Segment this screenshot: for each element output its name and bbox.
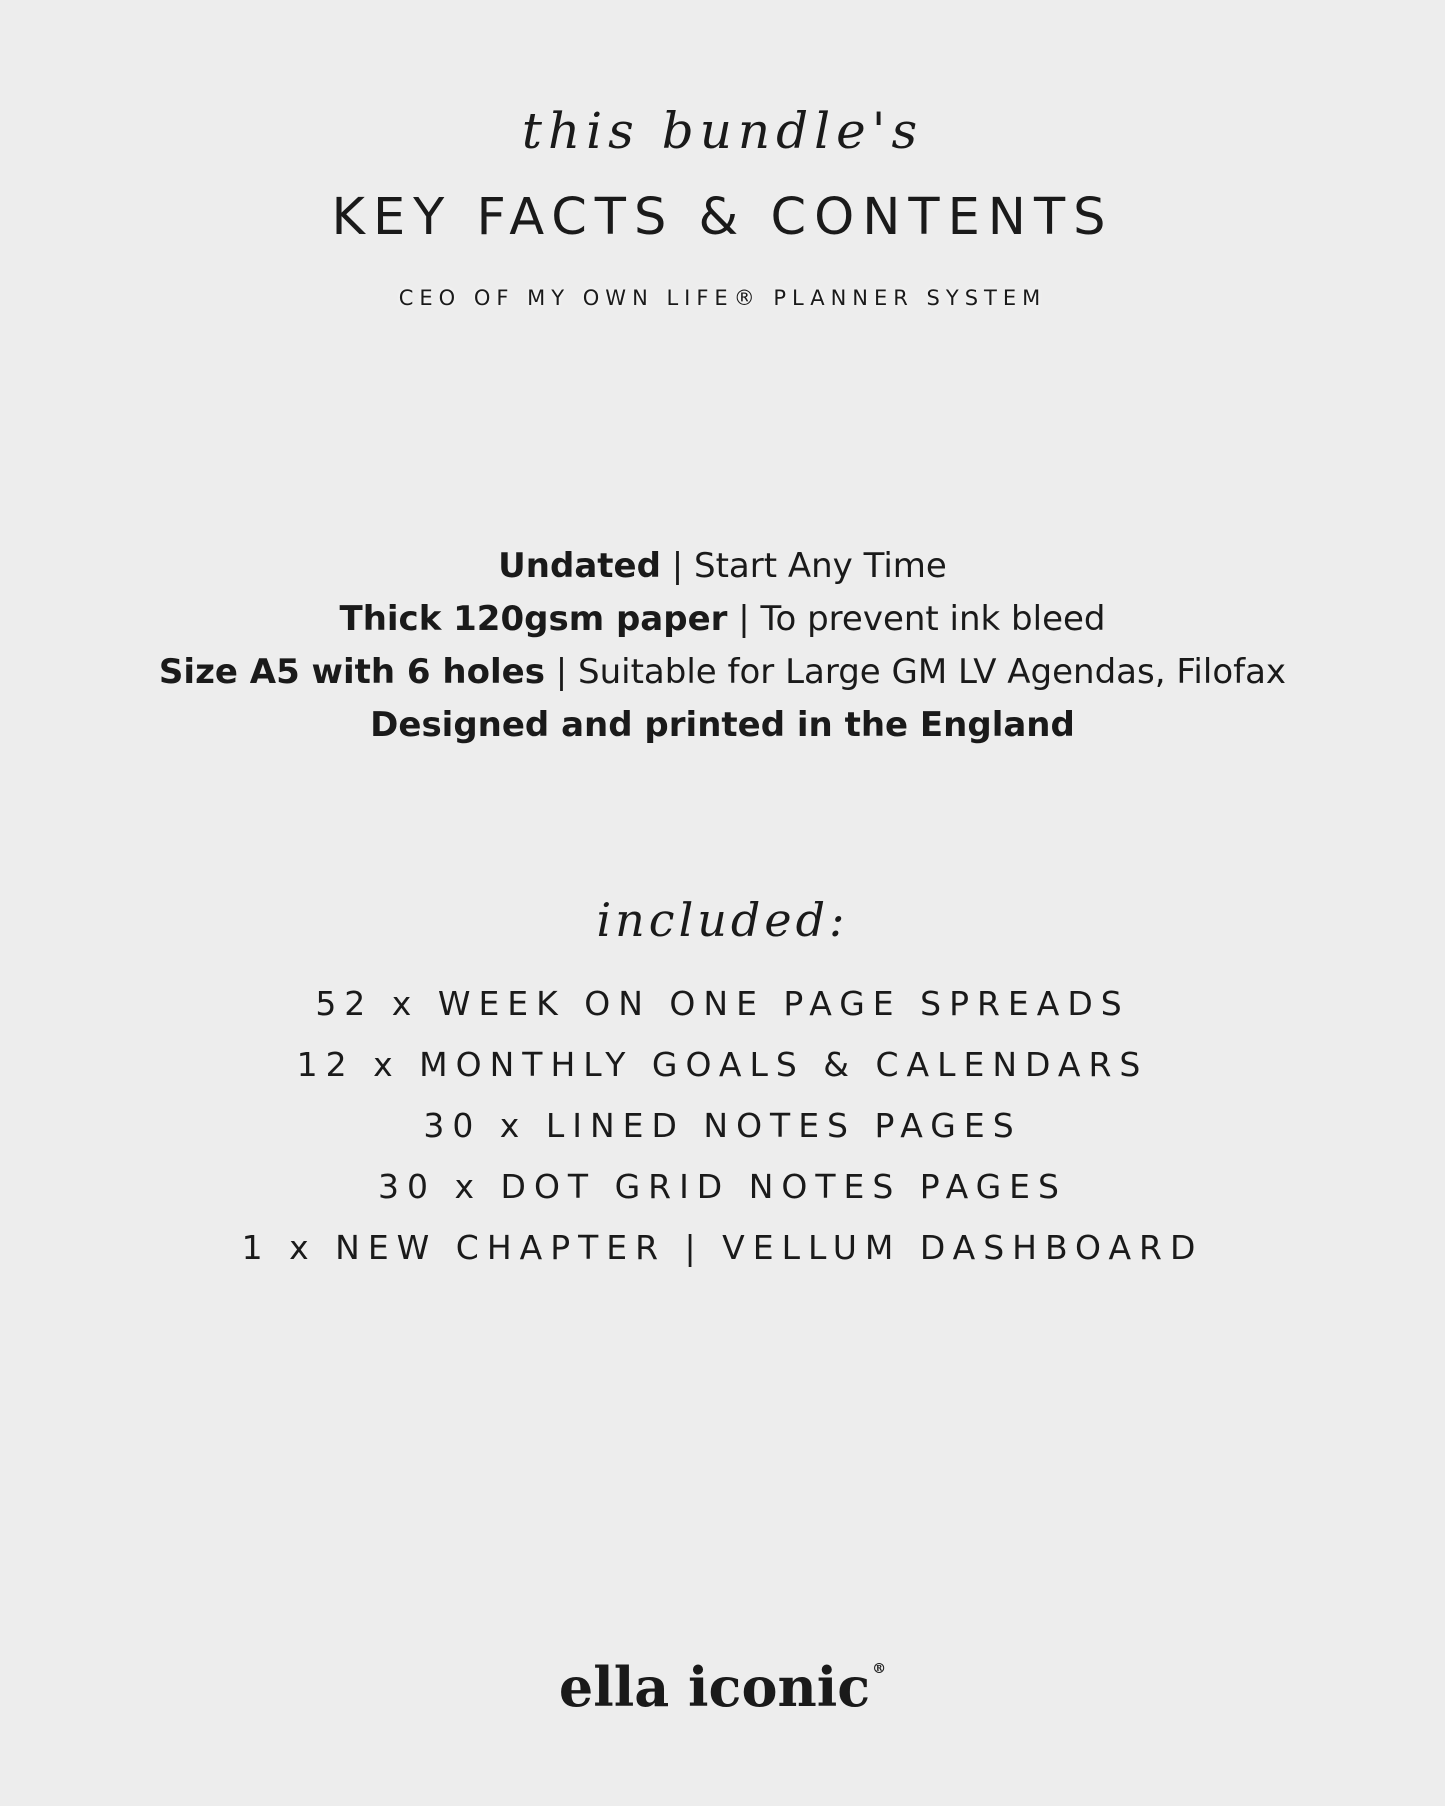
contents-list bbox=[0, 973, 1445, 1278]
fact-label: Designed and printed in the England bbox=[370, 705, 1075, 745]
fact-undated bbox=[0, 540, 1445, 593]
fact-detail: | To prevent ink bleed bbox=[727, 599, 1106, 639]
fact-detail: | Suitable for Large GM LV Agendas, Filofax bbox=[544, 652, 1287, 692]
key-facts bbox=[0, 540, 1445, 752]
list-item: 1 x NEW CHAPTER | VELLUM DASHBOARD bbox=[241, 1228, 1204, 1267]
list-item: 12 x MONTHLY GOALS & CALENDARS bbox=[296, 1045, 1149, 1084]
list-item: 52 x WEEK ON ONE PAGE SPREADS bbox=[315, 984, 1130, 1023]
fact-label: Thick 120gsm paper bbox=[339, 599, 728, 639]
list-item: 30 x LINED NOTES PAGES bbox=[423, 1106, 1022, 1145]
fact-detail: | Start Any Time bbox=[660, 546, 947, 586]
list-item: 30 x DOT GRID NOTES PAGES bbox=[378, 1167, 1067, 1206]
bundle-script-heading: this bundle's bbox=[521, 102, 924, 160]
registered-mark: ® bbox=[872, 1661, 887, 1677]
fact-label: Undated bbox=[498, 546, 661, 586]
fact-label: Size A5 with 6 holes bbox=[158, 652, 545, 692]
fact-paper bbox=[0, 593, 1445, 646]
brand-name: ella iconic bbox=[558, 1655, 871, 1719]
page-title: KEY FACTS & CONTENTS bbox=[331, 188, 1114, 247]
page-subtitle: CEO OF MY OWN LIFE® PLANNER SYSTEM bbox=[398, 286, 1047, 310]
fact-size bbox=[0, 646, 1445, 699]
brand-logo bbox=[0, 1655, 1445, 1719]
included-script-heading: included: bbox=[596, 893, 849, 947]
fact-origin bbox=[0, 699, 1445, 752]
